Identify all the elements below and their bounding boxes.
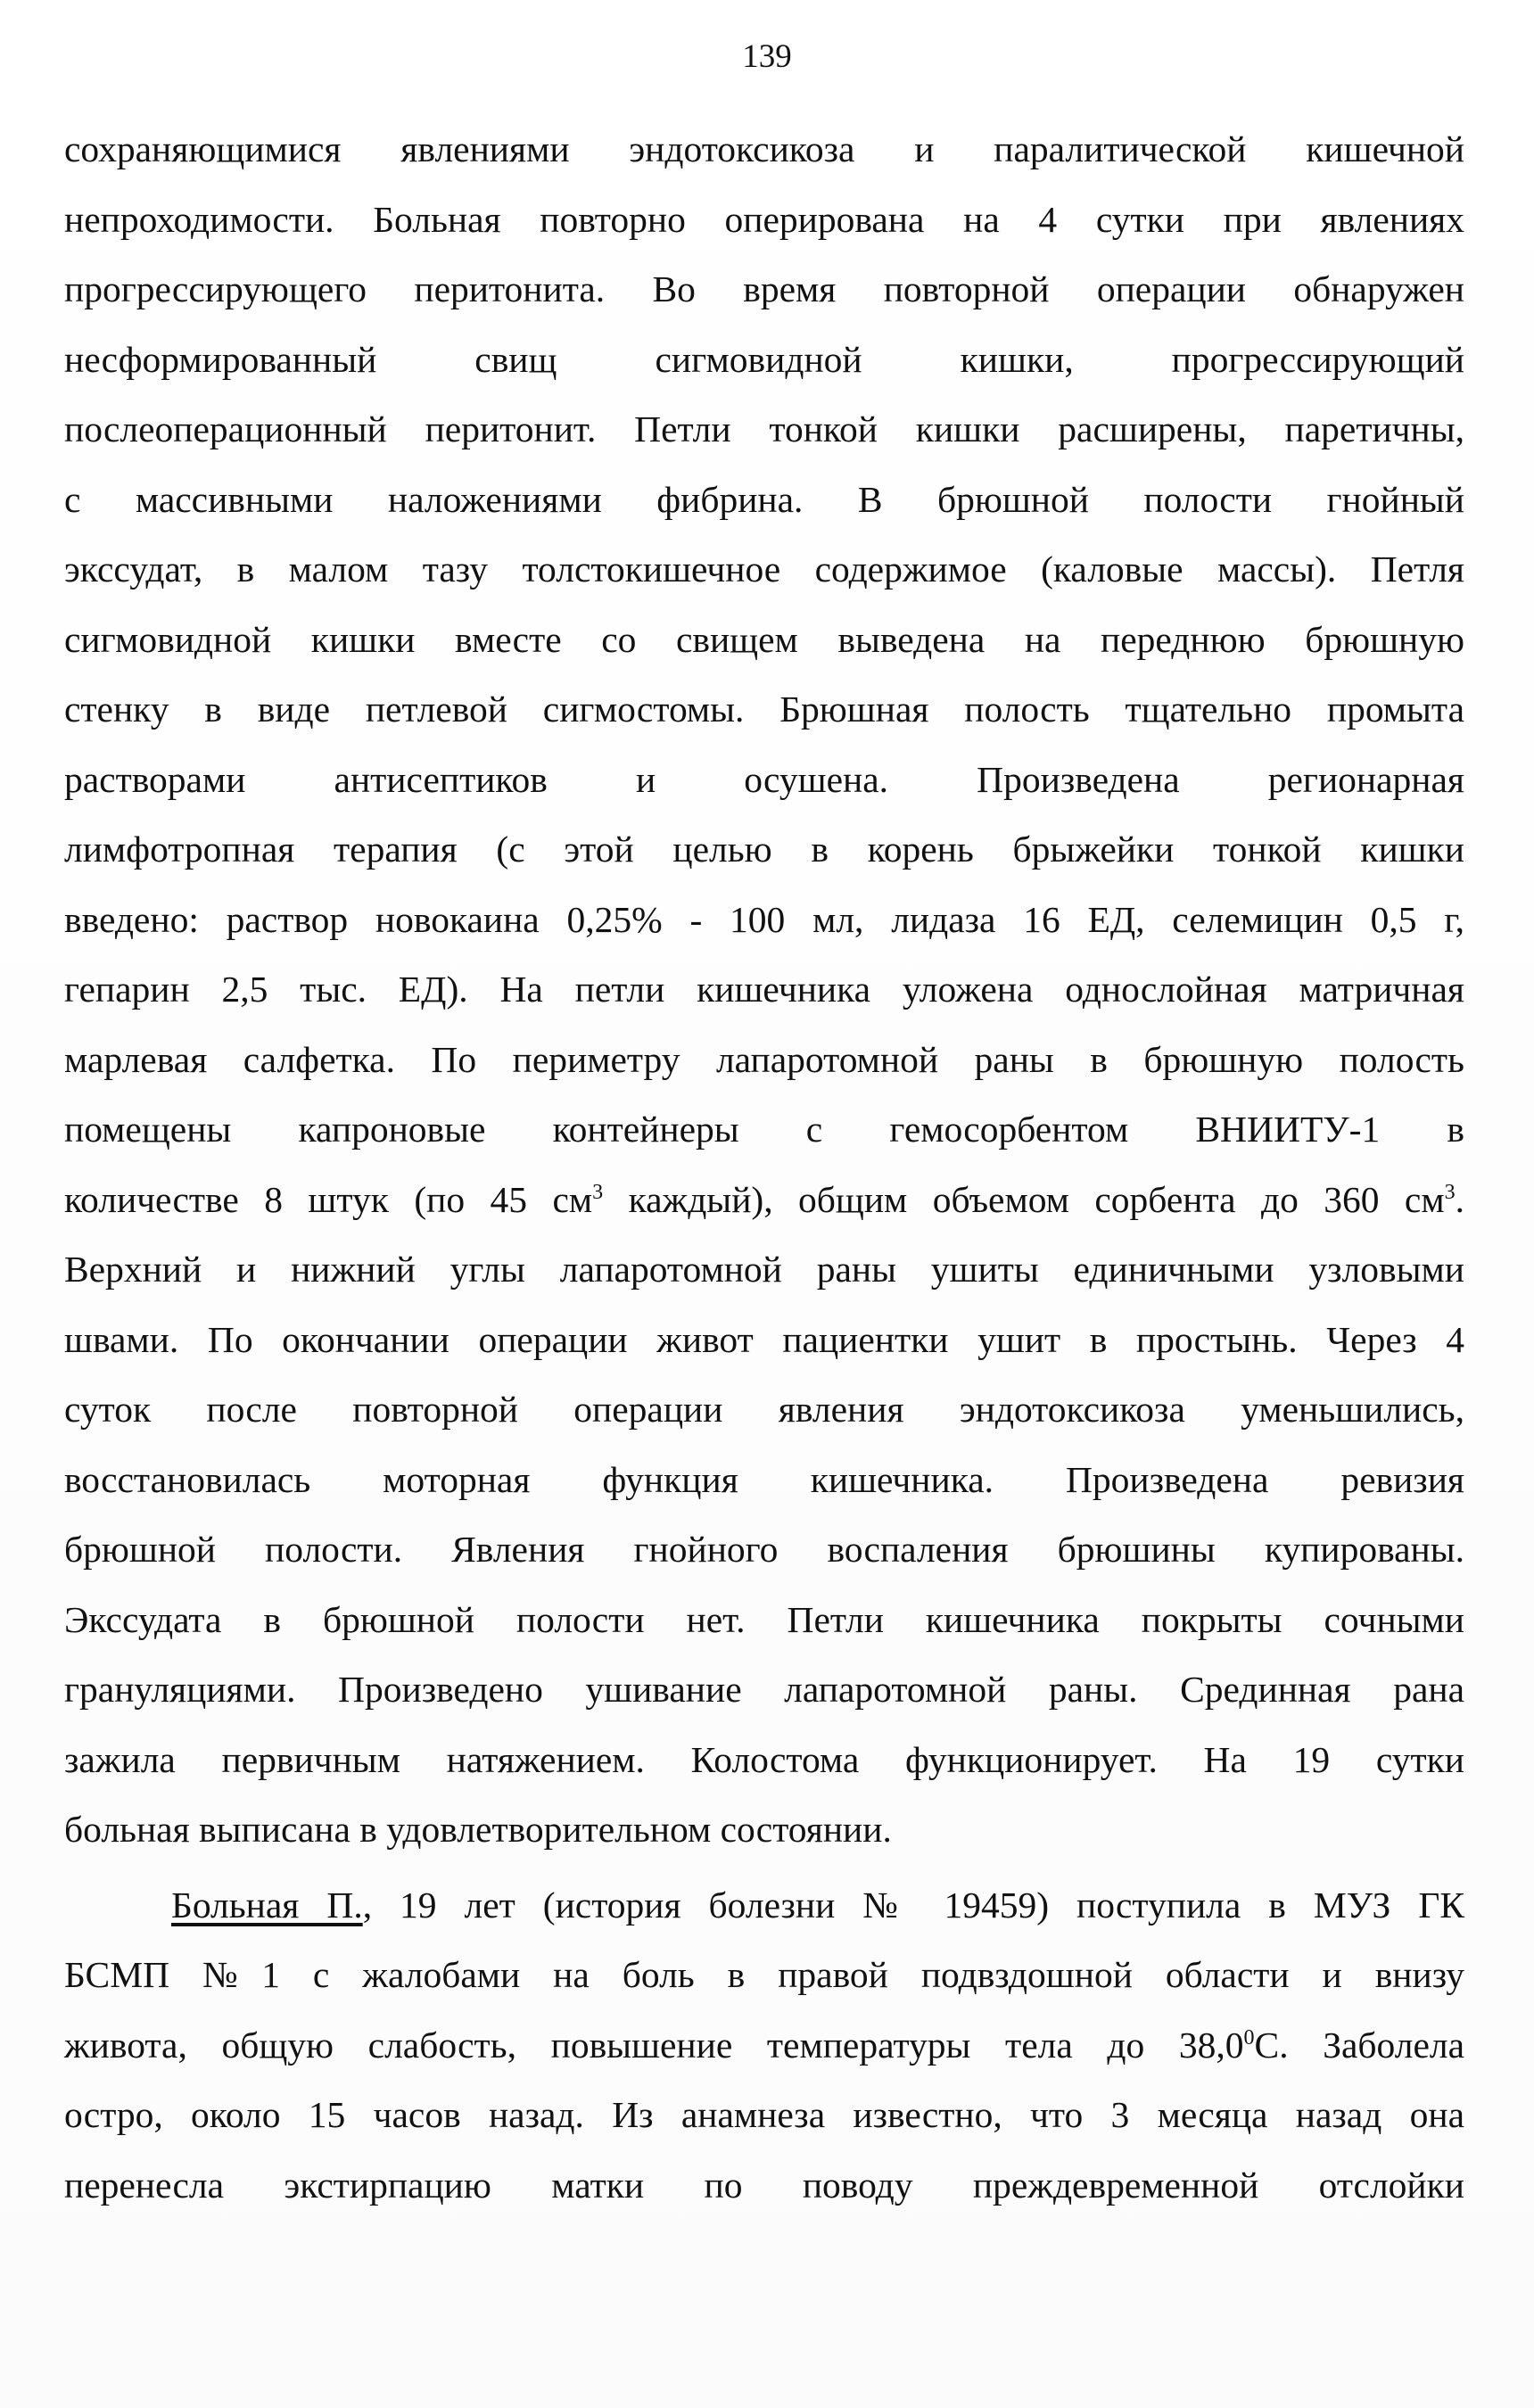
text-line: грануляциями. Произведено ушивание лапаротомной раны. Срединная рана bbox=[64, 1669, 1464, 1710]
superscript: 3 bbox=[1444, 1180, 1456, 1204]
text-line: Экссудата в брюшной полости нет. Петли кишечника покрыты сочными bbox=[64, 1598, 1464, 1640]
superscript: 0 bbox=[1243, 2025, 1255, 2049]
text-fragment: живота, общую слабость, повышение температуры тела до 38,0 bbox=[64, 2024, 1244, 2066]
text-line: сохраняющимися явлениями эндотоксикоза и паралитической кишечной bbox=[64, 128, 1464, 169]
text-line-paragraph-start bbox=[64, 1870, 1464, 1941]
text-line: суток после повторной операции явления эндотоксикоза уменьшились, bbox=[64, 1389, 1464, 1430]
text-line: марлевая салфетка. По периметру лапаротомной раны в брюшную полость bbox=[64, 1038, 1464, 1080]
text-line: введено: раствор новокаина 0,25% - 100 мл, лидаза 16 ЕД, селемицин 0,5 г, bbox=[64, 898, 1464, 940]
text-line: восстановилась моторная функция кишечника. Произведена ревизия bbox=[64, 1458, 1464, 1500]
text-line: лимфотропная терапия (с этой целью в корень брыжейки тонкой кишки bbox=[64, 829, 1464, 870]
page-number: 139 bbox=[742, 38, 792, 75]
text-line: брюшной полости. Явления гнойного воспаления брюшины купированы. bbox=[64, 1529, 1464, 1570]
patient-name-underlined: Больная П. bbox=[171, 1884, 363, 1926]
text-fragment: . bbox=[1455, 1178, 1464, 1220]
text-line: Верхний и нижний углы лапаротомной раны ушиты единичными узловыми bbox=[64, 1249, 1464, 1290]
text-fragment: каждый), общим объемом сорбента до 360 см bbox=[603, 1178, 1445, 1220]
text-line: несформированный свищ сигмовидной кишки, прогрессирующий bbox=[64, 338, 1464, 380]
text-line: гепарин 2,5 тыс. ЕД). На петли кишечника уложена однослойная матричная bbox=[64, 969, 1464, 1010]
text-line: стенку в виде петлевой сигмостомы. Брюшная полость тщательно промыта bbox=[64, 689, 1464, 730]
text-line: непроходимости. Больная повторно оперирована на 4 сутки при явлениях bbox=[64, 198, 1464, 240]
text-line: прогрессирующего перитонита. Во время повторной операции обнаружен bbox=[64, 268, 1464, 309]
body-text bbox=[64, 114, 1464, 2220]
text-line-sorbent-volume bbox=[64, 1165, 1464, 1235]
text-fragment: С. Заболела bbox=[1254, 2024, 1464, 2066]
text-line-paragraph-end: больная выписана в удовлетворительном состоянии. bbox=[64, 1809, 892, 1850]
text-line: перенесла экстирпацию матки по поводу преждевременной отслойки bbox=[64, 2164, 1464, 2206]
text-line: растворами антисептиков и осушена. Произведена регионарная bbox=[64, 758, 1464, 800]
text-line: зажила первичным натяжением. Колостома функционирует. На 19 сутки bbox=[64, 1738, 1464, 1780]
text-line: помещены капроновые контейнеры с гемосорбентом ВНИИТУ-1 в bbox=[64, 1109, 1464, 1150]
text-line: сигмовидной кишки вместе со свищем выведена на переднюю брюшную bbox=[64, 618, 1464, 660]
text-line: остро, около 15 часов назад. Из анамнеза известно, что 3 месяца назад она bbox=[64, 2094, 1464, 2135]
text-line-temperature bbox=[64, 2010, 1464, 2081]
text-line: послеоперационный перитонит. Петли тонкой кишки расширены, паретичны, bbox=[64, 408, 1464, 449]
text-line: швами. По окончании операции живот пациентки ушит в простынь. Через 4 bbox=[64, 1318, 1464, 1360]
superscript: 3 bbox=[592, 1180, 604, 1204]
text-fragment: количестве 8 штук (по 45 см bbox=[64, 1178, 593, 1220]
text-fragment: , 19 лет (история болезни № 19459) поступила в МУЗ ГК bbox=[362, 1884, 1464, 1926]
text-line: БСМП №1 с жалобами на боль в правой подвздошной области и внизу bbox=[64, 1954, 1464, 1995]
text-line: экссудат, в малом тазу толстокишечное содержимое (каловые массы). Петля bbox=[64, 548, 1464, 590]
text-line: с массивными наложениями фибрина. В брюшной полости гнойный bbox=[64, 478, 1464, 520]
